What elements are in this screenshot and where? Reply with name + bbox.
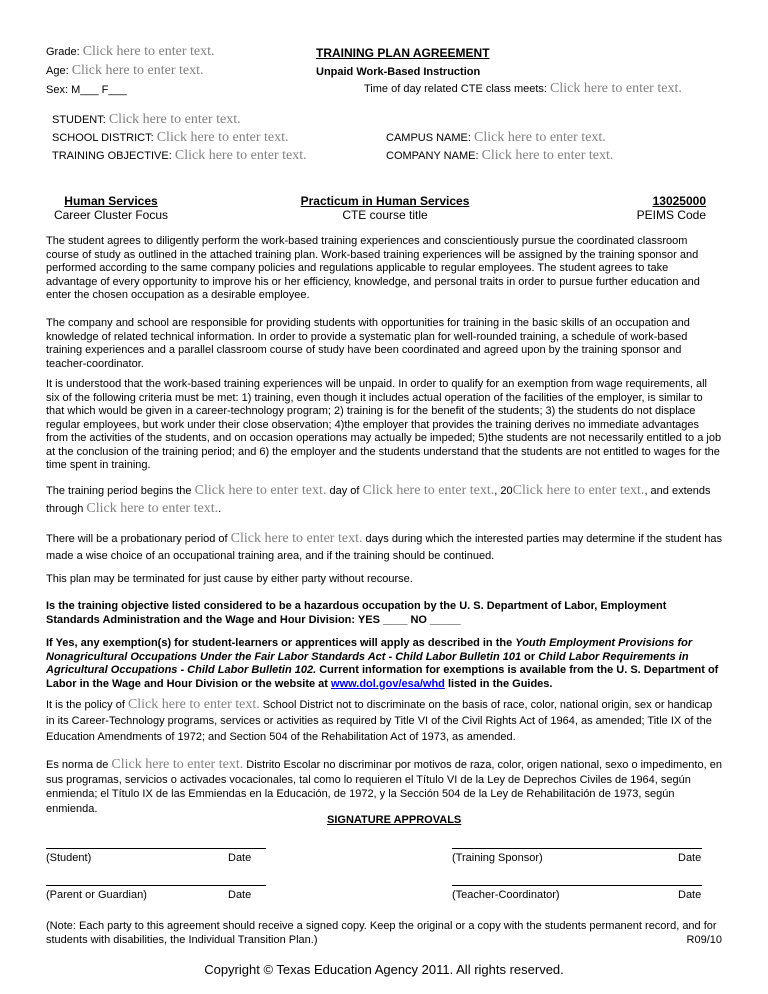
peims-code [602,194,706,222]
policy-district-field[interactable]: Click here to enter text. [127,697,260,712]
student-line: STUDENT: Click here to enter text. [52,112,241,127]
teacher-signature-line[interactable] [452,885,702,886]
company-line: COMPANY NAME: Click here to enter text. [386,148,614,163]
sex-line: Sex: M___ F___ [46,84,127,96]
signature-heading: SIGNATURE APPROVALS [327,814,462,826]
course-title-value: Practicum in Human Services [300,194,470,208]
paragraph-student-agreement: The student agrees to diligently perform the work-based training experiences and conscientiously pursue the coordinated classroom course of study as outlined in the attached training plan. Work-based training experiences will be assigned by the training sponsor and performed according to the same company policies and regulations applicable to regular employees. The student agrees to take advantage of every opportunity to improve his or her efficiency, knowledge, and personal traits in order to pursue further education and enter the chosen occupation as a desirable employee. [46,235,700,301]
parent-date-label: Date [228,889,252,901]
paragraph-unpaid-criteria: It is understood that the work-based training experiences will be unpaid. In order to qualify for an exemption from wage requirements, all six of the following criteria must be met: 1) training, even though it includes actual operation of the facilities of the employer, is similar to that which would be given in a career-technology program; 2) training is for the benefit of the students; 3) the students do not displace regular employees, but work under their close observation; 4)the employer that provides the training derives no immediate advantages from the activities of the students, and on occasion operations may actually be impeded; 5)the students are not necessarily entitled to a job at the conclusion of the training period; and 6) the employer and the students understand that the students are not entitled to wages for the time spent in training. [46,378,722,471]
campus-field[interactable]: Click here to enter text. [474,130,606,145]
dol-website-link[interactable]: www.dol.gov/esa/whd [331,677,445,690]
paragraph-training-period: The training period begins the Click here to enter text. day of Click here to enter text., 20Click here to enter text., and extends through Click here to enter text.. [46,483,711,516]
paragraph-policy-english: It is the policy of Click here to enter text. School District not to discriminate on the basis of race, color, national origin, sex or handicap in its Career-Technology programs, services or activities as required by Title VI of the Civil Rights Act of 1964, as amended; Title IX of the Education Amendments of 1972; and Section 504 of the Rehabilitation Act of 1973, as amended. [46,697,713,743]
peims-code-caption: PEIMS Code [636,208,706,222]
paragraph-policy-spanish: Es norma de Click here to enter text. Distrito Escolar no discriminar por motivos de raza, color, origen national, sexo o impedimento, en sus programas, servicios o activades vocacionales, tal como lo requieren el Título VI de la Ley de Deprechos Civiles de 1964, según enmienda; el Título IX de las Emmiendas en la Educación, de 1972, y la Sección 504 de la Ley de Rehabilitación de 1973, según enmienda. [46,757,722,815]
objective-line: TRAINING OBJECTIVE: Click here to enter text. [52,148,307,163]
peims-code-value: 13025000 [652,194,706,208]
sponsor-signature-line[interactable] [452,848,702,849]
class-time-line: Time of day related CTE class meets: Click here to enter text. [364,81,682,96]
campus-line: CAMPUS NAME: Click here to enter text. [386,130,606,145]
period-end-field[interactable]: Click here to enter text. [86,501,219,516]
copyright-notice: Copyright © Texas Education Agency 2011. All rights reserved. [204,962,564,977]
document-title: TRAINING PLAN AGREEMENT [316,46,490,60]
revision-code: R09/10 [686,934,722,946]
paragraph-probation: There will be a probationary period of Click here to enter text. days during which the interested parties may determine if the student has made a wise choice of an occupational training area, and if the training should be continued. [46,531,722,562]
paragraph-company-responsibility: The company and school are responsible for providing students with opportunities for training in the basic skills of an occupation and knowledge of related technical information. In order to provide a systematic plan for well-rounded training, a schedule of work-based training experiences and a parallel classroom course of study have been coordinated and agreed upon by the training sponsor and teacher-coordinator. [46,317,690,370]
period-start-month-field[interactable]: Click here to enter text. [362,483,495,498]
paragraph-exemptions: If Yes, any exemption(s) for student-learners or apprentices will apply as described in the Youth Employment Provisions for Nonagricultural Occupations Under the Fair Labor Standards Act - Child Labor Bulletin 101 or Child Labor Requirements in Agricultural Occupations - Child Labor Bulletin 102. Current information for exemptions is available from the U. S. Department of Labor in the Wage and Hour Division or the website at www.dol.gov/esa/whd listed in the Guides. [46,637,719,690]
policy-district-field-es[interactable]: Click here to enter text. [111,757,244,772]
course-title-caption: CTE course title [342,208,428,222]
period-start-day-field[interactable]: Click here to enter text. [194,483,327,498]
sponsor-date-label: Date [678,852,702,864]
footer-note: (Note: Each party to this agreement should receive a signed copy. Keep the original or a copy with the students permanent record, and for students with disabilities, the Individual Transition Plan.) [46,920,717,946]
district-field[interactable]: Click here to enter text. [156,130,289,145]
paragraph-termination: This plan may be terminated for just cause by either party without recourse. [46,573,413,585]
document-subtitle: Unpaid Work-Based Instruction [316,66,481,78]
career-cluster-caption: Career Cluster Focus [53,208,169,222]
student-field[interactable]: Click here to enter text. [108,112,241,127]
grade-line: Grade: Click here to enter text. [46,44,215,59]
paragraph-hazard-question: Is the training objective listed considered to be a hazardous occupation by the U. S. Department of Labor, Employment Standards Administration and the Wage and Hour Division: YES ____ NO _____ [46,600,667,626]
class-time-field[interactable]: Click here to enter text. [550,81,682,96]
student-signature-line[interactable] [46,848,266,849]
age-field[interactable]: Click here to enter text. [71,63,204,78]
grade-field[interactable]: Click here to enter text. [82,44,215,59]
student-signature-label: (Student) [46,852,92,864]
course-title [280,194,490,222]
period-start-year-field[interactable]: Click here to enter text. [512,483,645,498]
parent-signature-label: (Parent or Guardian) [46,889,147,901]
age-line: Age: Click here to enter text. [46,63,204,78]
district-line: SCHOOL DISTRICT: Click here to enter text. [52,130,289,145]
career-cluster-value: Human Services [64,194,158,208]
parent-signature-line[interactable] [46,885,266,886]
student-date-label: Date [228,852,252,864]
sponsor-signature-label: (Training Sponsor) [452,852,543,864]
career-cluster [46,194,176,222]
teacher-signature-label: (Teacher-Coordinator) [452,889,560,901]
objective-field[interactable]: Click here to enter text. [174,148,307,163]
company-field[interactable]: Click here to enter text. [481,148,614,163]
teacher-date-label: Date [678,889,702,901]
probation-days-field[interactable]: Click here to enter text. [230,531,363,546]
